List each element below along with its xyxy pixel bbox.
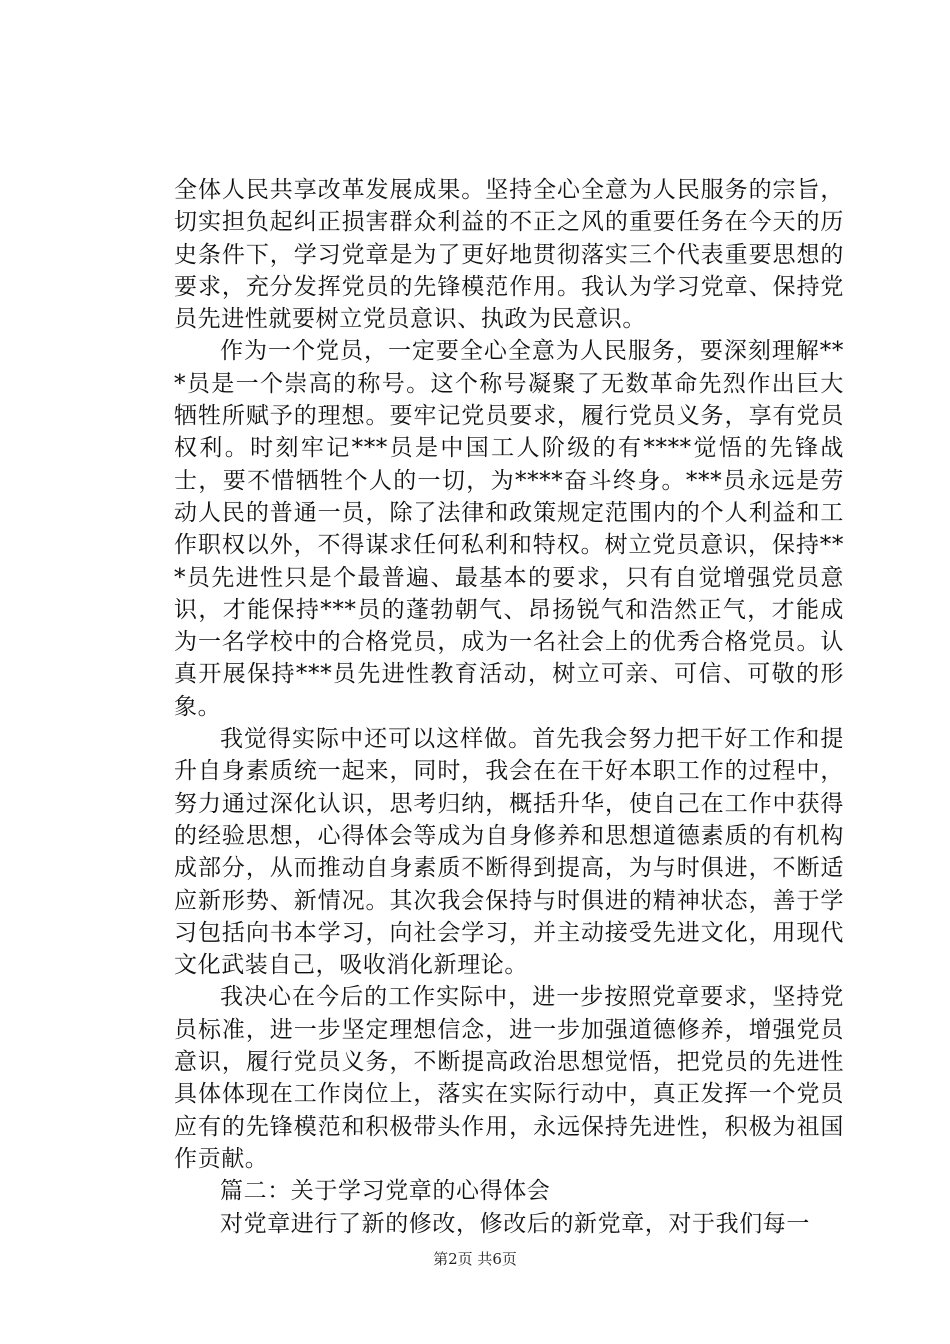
paragraph-4: 我决心在今后的工作实际中，进一步按照党章要求，坚持党员标准，进一步坚定理想信念，进一步加强道德修养，增强党员意识，履行党员义务，不断提高政治思想觉悟，把党员的先进性具体体现在工作岗位上，落实在实际行动中，真正发挥一个党员应有的先锋模范和积极带头作用，永远保持先进性，积极为祖国作贡献。 [174,984,844,1172]
section-heading: 篇二：关于学习党章的心得体会 [220,1178,551,1205]
paragraph-2: 作为一个党员，一定要全心全意为人民服务，要深刻理解***员是一个崇高的称号。这个称号凝聚了无数革命先烈作出巨大牺牲所赋予的理想。要牢记党员要求，履行党员义务，享有党员权利。时刻牢记***员是中国工人阶级的有****觉悟的先锋战士，要不惜牺牲个人的一切，为****奋斗终身。***员永远是劳动人民的普通一员，除了法律和政策规定范围内的个人利益和工作职权以外，不得谋求任何私利和特权。树立党员意识，保持***员先进性只是个最普遍、最基本的要求，只有自觉增强党员意识，才能保持***员的蓬勃朝气、昂扬锐气和浩然正气，才能成为一名学校中的合格党员，成为一名社会上的优秀合格党员。认真开展保持***员先进性教育活动，树立可亲、可信、可敬的形象。 [174,338,844,720]
paragraph-3: 我觉得实际中还可以这样做。首先我会努力把干好工作和提升自身素质统一起来，同时，我会在在干好本职工作的过程中，努力通过深化认识，思考归纳，概括升华，使自己在工作中获得的经验思想，心得体会等成为自身修养和思想道德素质的有机构成部分，从而推动自身素质不断得到提高，为与时俱进，不断适应新形势、新情况。其次我会保持与时俱进的精神状态，善于学习包括向书本学习，向社会学习，并主动接受先进文化，用现代文化武装自己，吸收消化新理论。 [174,726,844,979]
document-body [174,174,844,1240]
paragraph-1: 全体人民共享改革发展成果。坚持全心全意为人民服务的宗旨，切实担负起纠正损害群众利益的不正之风的重要任务在今天的历史条件下，学习党章是为了更好地贯彻落实三个代表重要思想的要求，充分发挥党员的先锋模范作用。我认为学习党章、保持党员先进性就要树立党员意识、执政为民意识。 [174,177,844,333]
paragraph-5: 对党章进行了新的修改，修改后的新党章，对于我们每一 [220,1210,810,1237]
page-footer: 第2页 共6页 [433,1250,517,1268]
